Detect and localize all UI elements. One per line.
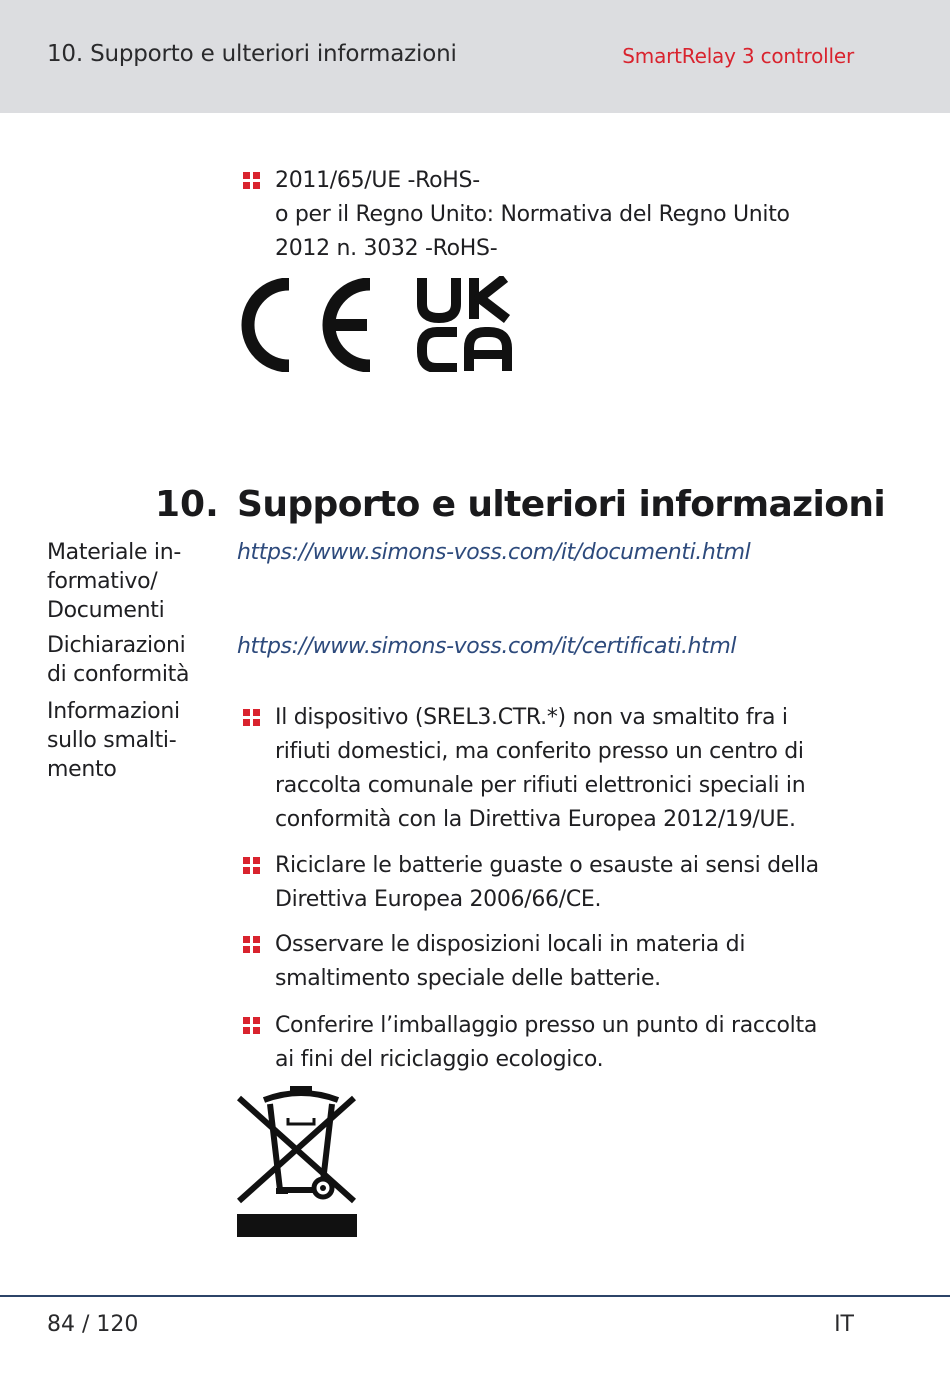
- label-line: Dichiarazioni: [47, 633, 186, 658]
- section-title: Supporto e ulteriori informazioni: [237, 484, 886, 525]
- label-line: mento: [47, 757, 117, 782]
- list-item: [275, 928, 745, 996]
- bullet-icon: [243, 709, 260, 726]
- header-product-name: SmartRelay 3 controller: [622, 44, 854, 68]
- header-section-title: 10. Supporto e ulteriori informazioni: [47, 41, 457, 67]
- item-line: raccolta comunale per rifiuti elettronici speciali in: [275, 773, 806, 798]
- label-line: Informazioni: [47, 699, 180, 724]
- item-line: ai fini del riciclaggio ecologico.: [275, 1047, 604, 1072]
- footer-divider: [0, 1295, 950, 1297]
- item-line: Il dispositivo (SREL3.CTR.*) non va smaltito fra i: [275, 705, 788, 730]
- rohs-line: o per il Regno Unito: Normativa del Regno Unito: [275, 202, 790, 227]
- label-line: di conformità: [47, 662, 190, 687]
- ce-mark-icon: [237, 278, 372, 372]
- weee-crossed-bin-icon: [236, 1084, 358, 1239]
- bullet-icon: [243, 936, 260, 953]
- language-code: IT: [834, 1312, 854, 1337]
- item-line: Direttiva Europea 2006/66/CE.: [275, 887, 602, 912]
- page-number: 84 / 120: [47, 1312, 139, 1337]
- list-item: [275, 1009, 817, 1077]
- label-line: Documenti: [47, 598, 165, 623]
- bullet-icon: [243, 1017, 260, 1034]
- list-item: [275, 701, 805, 837]
- label-line: sullo smalti-: [47, 728, 177, 753]
- section-number: 10.: [155, 484, 219, 525]
- rohs-line: 2012 n. 3032 -RoHS-: [275, 236, 498, 261]
- disposal-label: [47, 697, 180, 784]
- label-line: Materiale in-: [47, 540, 181, 565]
- conformity-label: [47, 631, 189, 689]
- certificates-link[interactable]: https://www.simons-voss.com/it/certificati.html: [237, 634, 737, 659]
- bullet-icon: [243, 172, 260, 189]
- item-line: Riciclare le batterie guaste o esauste ai sensi della: [275, 853, 819, 878]
- item-line: smaltimento speciale delle batterie.: [275, 966, 661, 991]
- item-line: Osservare le disposizioni locali in materia di: [275, 932, 746, 957]
- documents-label: [47, 538, 181, 625]
- ukca-mark-icon: [417, 276, 513, 372]
- bullet-icon: [243, 857, 260, 874]
- rohs-text: [275, 164, 790, 266]
- label-line: formativo/: [47, 569, 158, 594]
- item-line: conformità con la Direttiva Europea 2012/19/UE.: [275, 807, 796, 832]
- item-line: Conferire l’imballaggio presso un punto di raccolta: [275, 1013, 818, 1038]
- page-header: [0, 0, 950, 113]
- rohs-line: 2011/65/UE -RoHS-: [275, 168, 480, 193]
- item-line: rifiuti domestici, ma conferito presso un centro di: [275, 739, 804, 764]
- list-item: [275, 849, 819, 917]
- documents-link[interactable]: https://www.simons-voss.com/it/documenti.html: [237, 540, 751, 565]
